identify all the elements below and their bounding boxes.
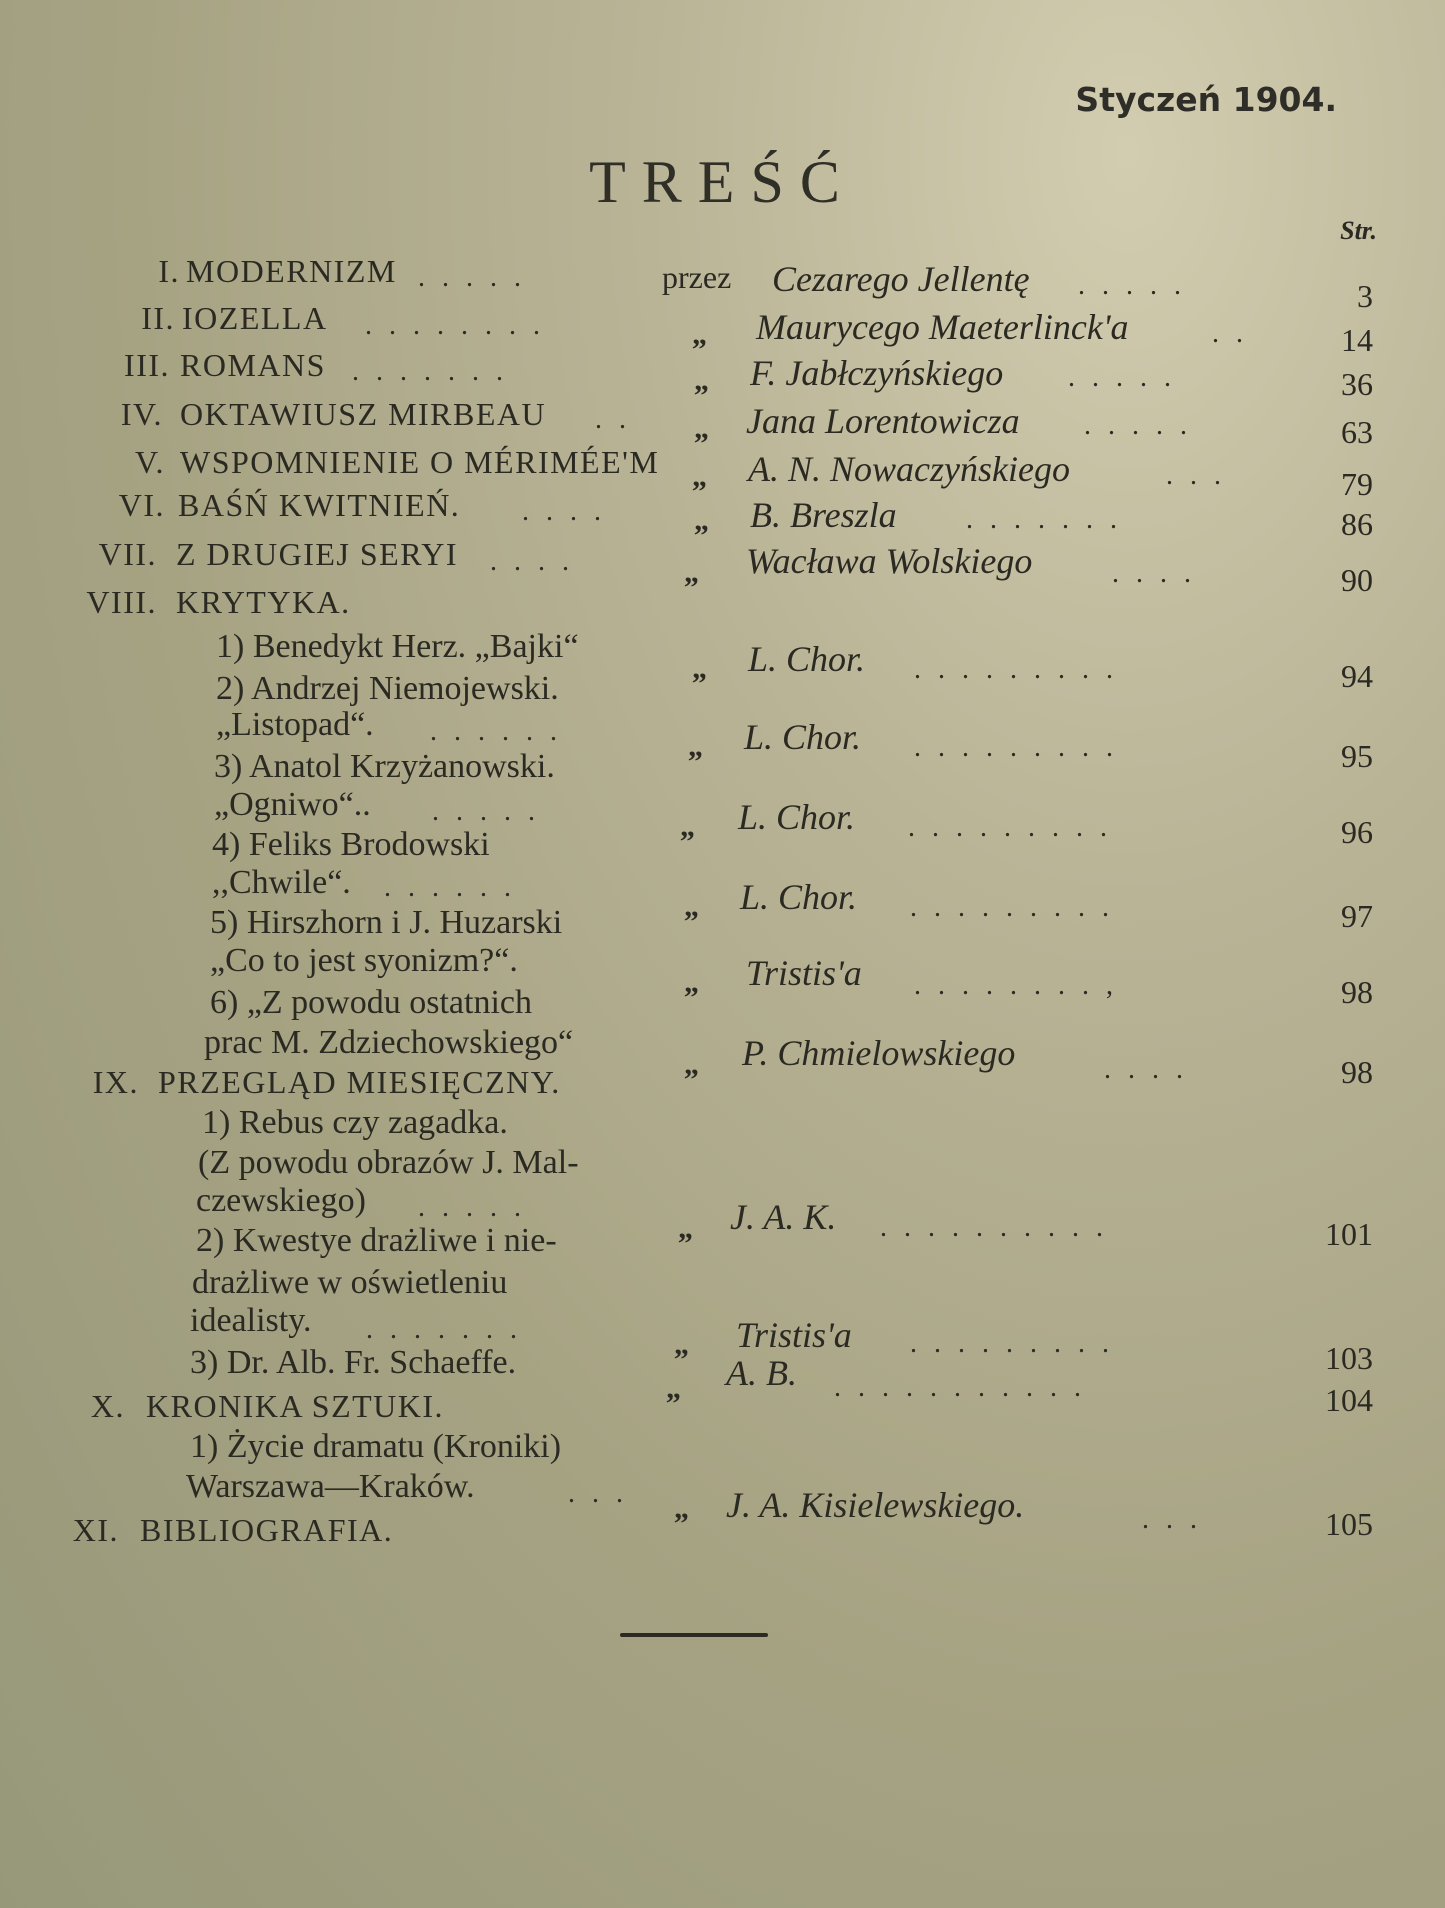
author-leader-dots: .... [1104,1054,1200,1085]
author-name: Cezarego Jellentę [772,259,1030,299]
author-name: L. Chor. [738,797,856,837]
page-number: 79 [1341,466,1373,502]
section-title: PRZEGLĄD MIESIĘCZNY. [158,1064,561,1100]
ditto-mark: „ [684,556,699,589]
author-name: L. Chor. [748,639,866,679]
author-name: L. Chor. [740,877,858,917]
section-number: II. [141,300,175,336]
author-leader-dots: ... [1142,1504,1214,1535]
section-title: WSPOMNIENIE O MÉRIMÉE'M [180,444,660,480]
page-number: 105 [1325,1506,1373,1542]
page-number: 98 [1341,974,1373,1010]
sub-entry-line: drażliwe w oświetleniu [192,1264,508,1301]
section-number: XI. [72,1512,119,1548]
ditto-mark: „ [680,810,695,843]
section-title: BAŚŃ KWITNIEŃ. [178,487,461,523]
ditto-mark: „ [684,966,699,999]
page-number: 95 [1341,738,1373,774]
author-leader-dots: ..... [1084,410,1204,441]
leader-dots: ....... [352,356,520,387]
section-title: BIBLIOGRAFIA. [140,1512,394,1548]
sub-entry-line: prac M. Zdziechowskiego“ [204,1024,574,1061]
author-name: B. Breszla [750,495,897,535]
author-leader-dots: ... [1166,460,1238,491]
section-number: IV. [120,396,163,432]
author-name: J. A. Kisielewskiego. [726,1485,1025,1525]
author-name: Jana Lorentowicza [746,401,1020,441]
section-title: MODERNIZM [186,253,397,289]
section-number: IX. [92,1064,139,1100]
section-number: V. [135,444,165,480]
ditto-mark: „ [666,1372,681,1405]
ditto-mark: „ [674,1492,689,1525]
page-number: 36 [1341,366,1373,402]
sub-entry-line: ,,Chwile“. [212,864,351,901]
leader-dots: ...... [384,872,528,903]
author-leader-dots: ......... [910,1328,1126,1359]
page-number: 98 [1341,1054,1373,1090]
leader-dots: ........ [365,310,557,341]
sub-entry-line: czewskiego) [196,1182,366,1219]
page-title: TREŚĆ [589,149,856,215]
section-title: IOZELLA [182,300,328,336]
ditto-mark: „ [688,730,703,763]
closing-rule [620,1633,768,1637]
sub-entry-line: 3) Dr. Alb. Fr. Schaeffe. [190,1344,517,1381]
page-number: 103 [1325,1340,1373,1376]
sub-entry-line: 1) Rebus czy zagadka. [202,1104,508,1141]
leader-dots: ... [568,1478,640,1509]
author-leader-dots: ......... [914,732,1130,763]
ditto-mark: „ [694,504,709,537]
page-number: 14 [1341,322,1373,358]
author-name: Maurycego Maeterlinck'a [756,307,1129,347]
ditto-mark: „ [674,1328,689,1361]
ditto-mark: „ [694,364,709,397]
ditto-mark: „ [694,412,709,445]
sub-entry-line: Warszawa—Kraków. [186,1468,475,1505]
sub-entry-line: „Listopad“. [216,706,374,743]
leader-dots: ..... [418,1192,538,1223]
author-leader-dots: ........, [914,970,1130,1001]
author-leader-dots: .... [1112,558,1208,589]
sub-entry-line: 3) Anatol Krzyżanowski. [214,748,555,785]
section-number: VI. [118,487,165,523]
author-name: A. N. Nowaczyńskiego [748,449,1070,489]
section-number: III. [124,347,170,383]
ditto-mark: „ [692,318,707,351]
author-leader-dots: .. [1212,318,1260,349]
ditto-mark: „ [678,1212,693,1245]
section-title: Z DRUGIEJ SERYI [176,536,459,572]
sub-entry-line: 1) Życie dramatu (Kroniki) [190,1428,562,1465]
section-number: X. [90,1388,125,1424]
section-number: VIII. [86,584,157,620]
leader-dots: ...... [430,716,574,747]
sub-entry-line: 5) Hirszhorn i J. Huzarski [210,904,563,941]
ditto-mark: „ [684,890,699,923]
section-title: ROMANS [180,347,326,383]
issue-date: Styczeń 1904. [1075,80,1337,119]
sub-entry-line: „Ogniwo“.. [214,786,371,823]
author-name: L. Chor. [744,717,862,757]
leader-dots: ....... [366,1314,534,1345]
author-leader-dots: ..... [1078,270,1198,301]
sub-entry-line: 6) „Z powodu ostatnich [210,984,532,1021]
section-number: VII. [98,536,157,572]
author-leader-dots: ........... [834,1372,1098,1403]
author-leader-dots: ......... [908,812,1124,843]
page-number: 3 [1357,278,1373,314]
author-leader-dots: ......... [910,892,1126,923]
author-leader-dots: ......... [914,654,1130,685]
author-leader-dots: .......... [880,1212,1120,1243]
author-leader-dots: ....... [966,504,1134,535]
page-number: 63 [1341,414,1373,450]
author-name: Tristis'a [736,1315,852,1355]
sub-entry-line: „Co to jest syonizm?“. [210,942,518,979]
leader-dots: ..... [432,796,552,827]
page-number: 97 [1341,898,1373,934]
leader-dots: ..... [418,262,538,293]
author-name: Tristis'a [746,953,862,993]
ditto-mark: „ [684,1048,699,1081]
ditto-mark: „ [692,652,707,685]
leader-dots: .... [522,496,618,527]
leader-dots: .. [595,404,643,435]
leader-dots: .... [490,546,586,577]
sub-entry-line: 2) Andrzej Niemojewski. [216,670,559,707]
author-leader-dots: ..... [1068,362,1188,393]
author-name: A. B. [726,1353,797,1393]
page-number: 90 [1341,562,1373,598]
page-number: 96 [1341,814,1373,850]
author-name: P. Chmielowskiego [742,1033,1016,1073]
section-title: KRYTYKA. [176,584,351,620]
author-prefix: przez [662,259,732,295]
sub-entry-line: 1) Benedykt Herz. „Bajki“ [216,628,579,665]
author-name: J. A. K. [730,1197,837,1237]
page-number: 94 [1341,658,1373,694]
ditto-mark: „ [692,460,707,493]
sub-entry-line: (Z powodu obrazów J. Mal- [198,1144,579,1181]
section-title: KRONIKA SZTUKI. [146,1388,445,1424]
author-name: F. Jabłczyńskiego [750,353,1004,393]
section-number: I. [158,253,180,289]
sub-entry-line: 2) Kwestye drażliwe i nie- [196,1222,557,1259]
author-name: Wacława Wolskiego [746,541,1033,581]
page-number: 101 [1325,1216,1373,1252]
page-number: 104 [1325,1382,1373,1418]
sub-entry-line: idealisty. [190,1302,312,1339]
pages-column-label: Str. [1340,216,1377,245]
sub-entry-line: 4) Feliks Brodowski [212,826,490,863]
page-number: 86 [1341,506,1373,542]
section-title: OKTAWIUSZ MIRBEAU [180,396,547,432]
